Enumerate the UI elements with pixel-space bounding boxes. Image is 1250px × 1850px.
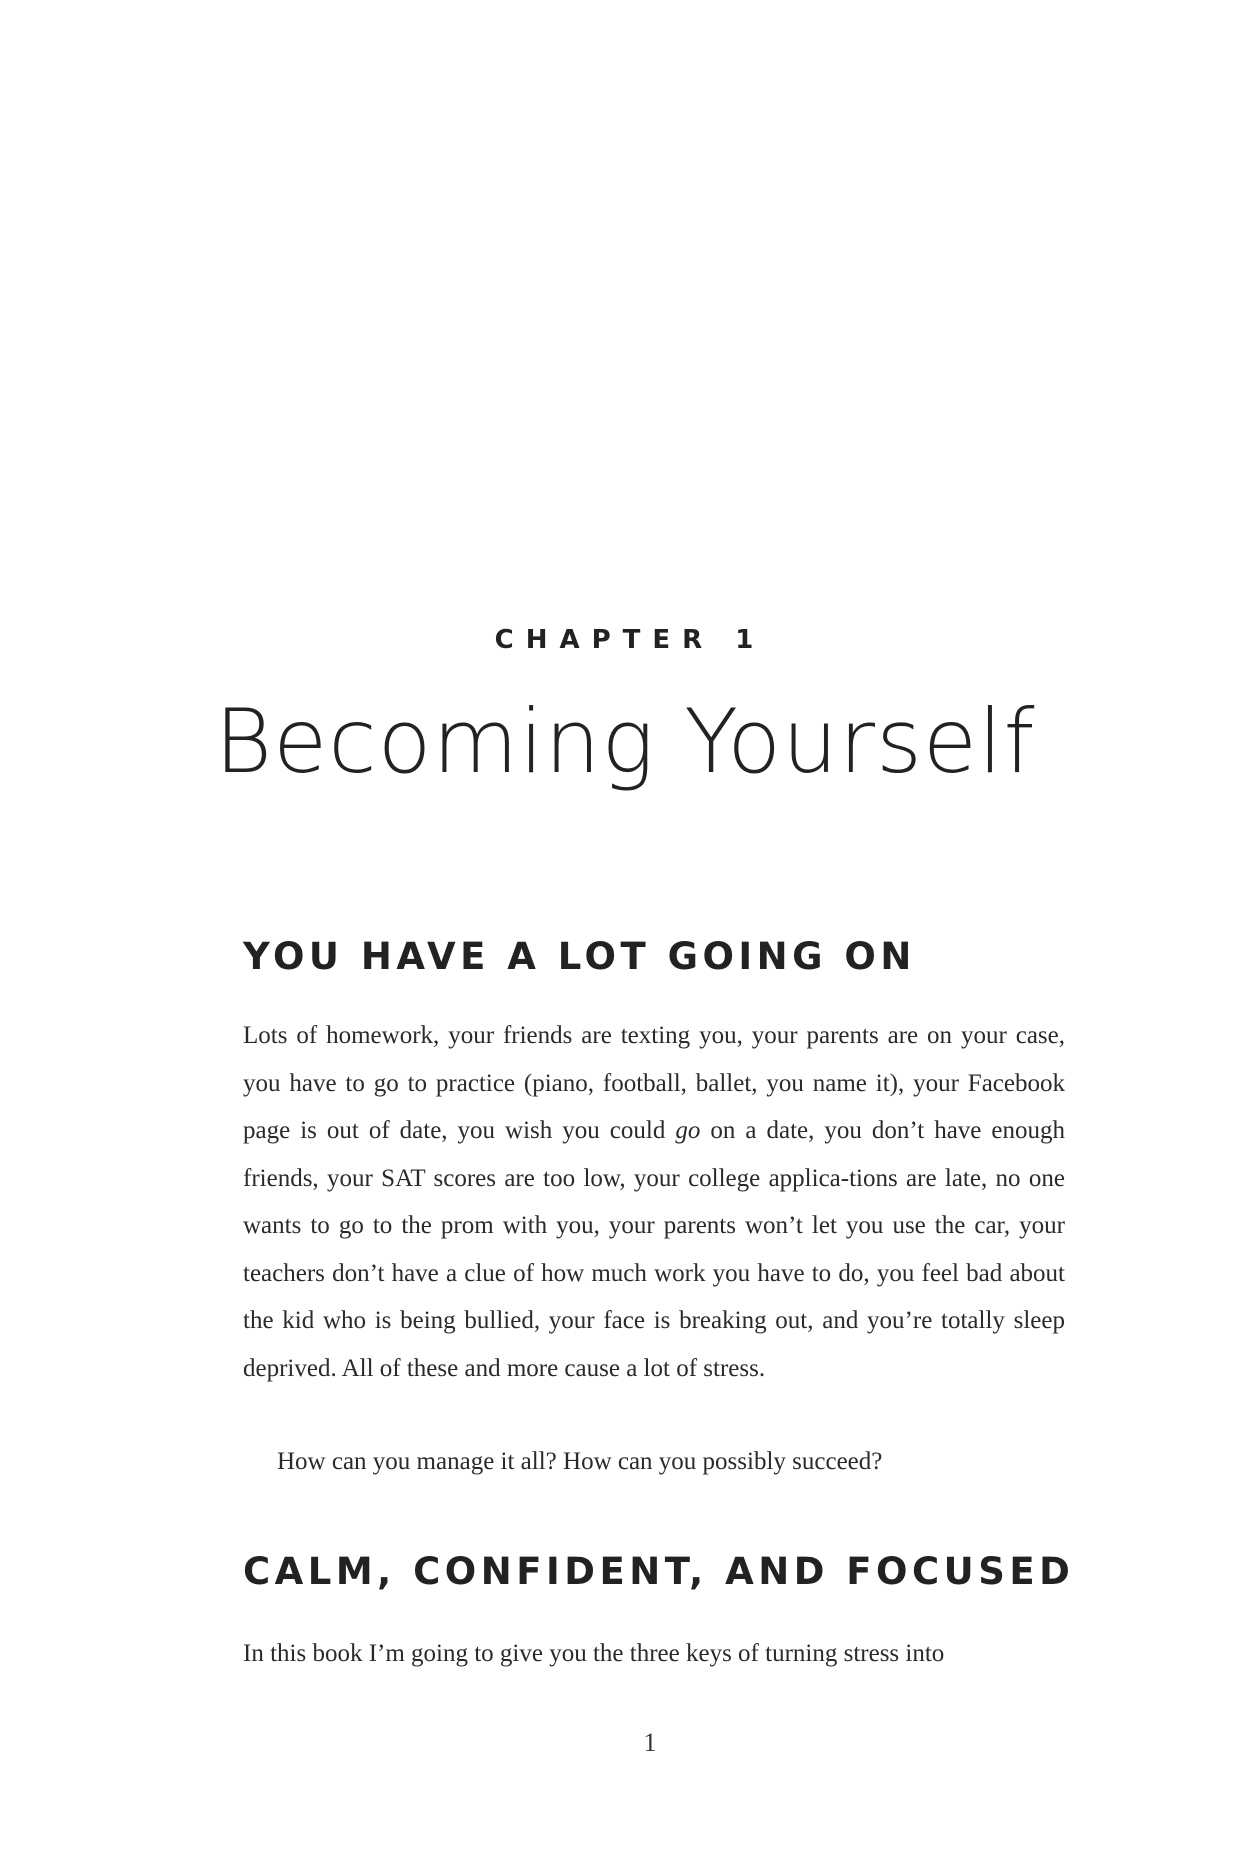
section-heading-lot-going-on: YOU HAVE A LOT GOING ON <box>243 935 916 978</box>
body-paragraph-2: How can you manage it all? How can you possibly succeed? <box>277 1448 883 1475</box>
body-paragraph-3: In this book I’m going to give you the three keys of turning stress into <box>243 1640 945 1667</box>
body-paragraph-1 <box>243 1012 1065 1392</box>
chapter-label: CHAPTER 1 <box>494 625 766 655</box>
page-number: 1 <box>643 1728 657 1757</box>
paragraph-text-after: on a date, you don’t have enough friends, your SAT scores are too low, your college applica-tions are late, no one wants to go to the prom with you, your parents won’t let you use the car, your teachers don’t have a clue of how much work you have to do, you feel bad about the kid who is being bullied, your face is breaking out, and you’re totally sleep deprived. All of these and more cause a lot of stress. <box>243 1117 1065 1382</box>
paragraph-text-before: Lots of homework, your friends are texting you, your parents are on your case, you have to go to practice (piano, football, ballet, you name it), your Facebook page is out of date, you wish you could <box>243 1022 1065 1144</box>
emphasized-word: go <box>675 1117 701 1144</box>
chapter-title: Becoming Yourself <box>214 690 1036 793</box>
section-heading-calm-confident-focused: CALM, CONFIDENT, AND FOCUSED <box>243 1550 1075 1593</box>
